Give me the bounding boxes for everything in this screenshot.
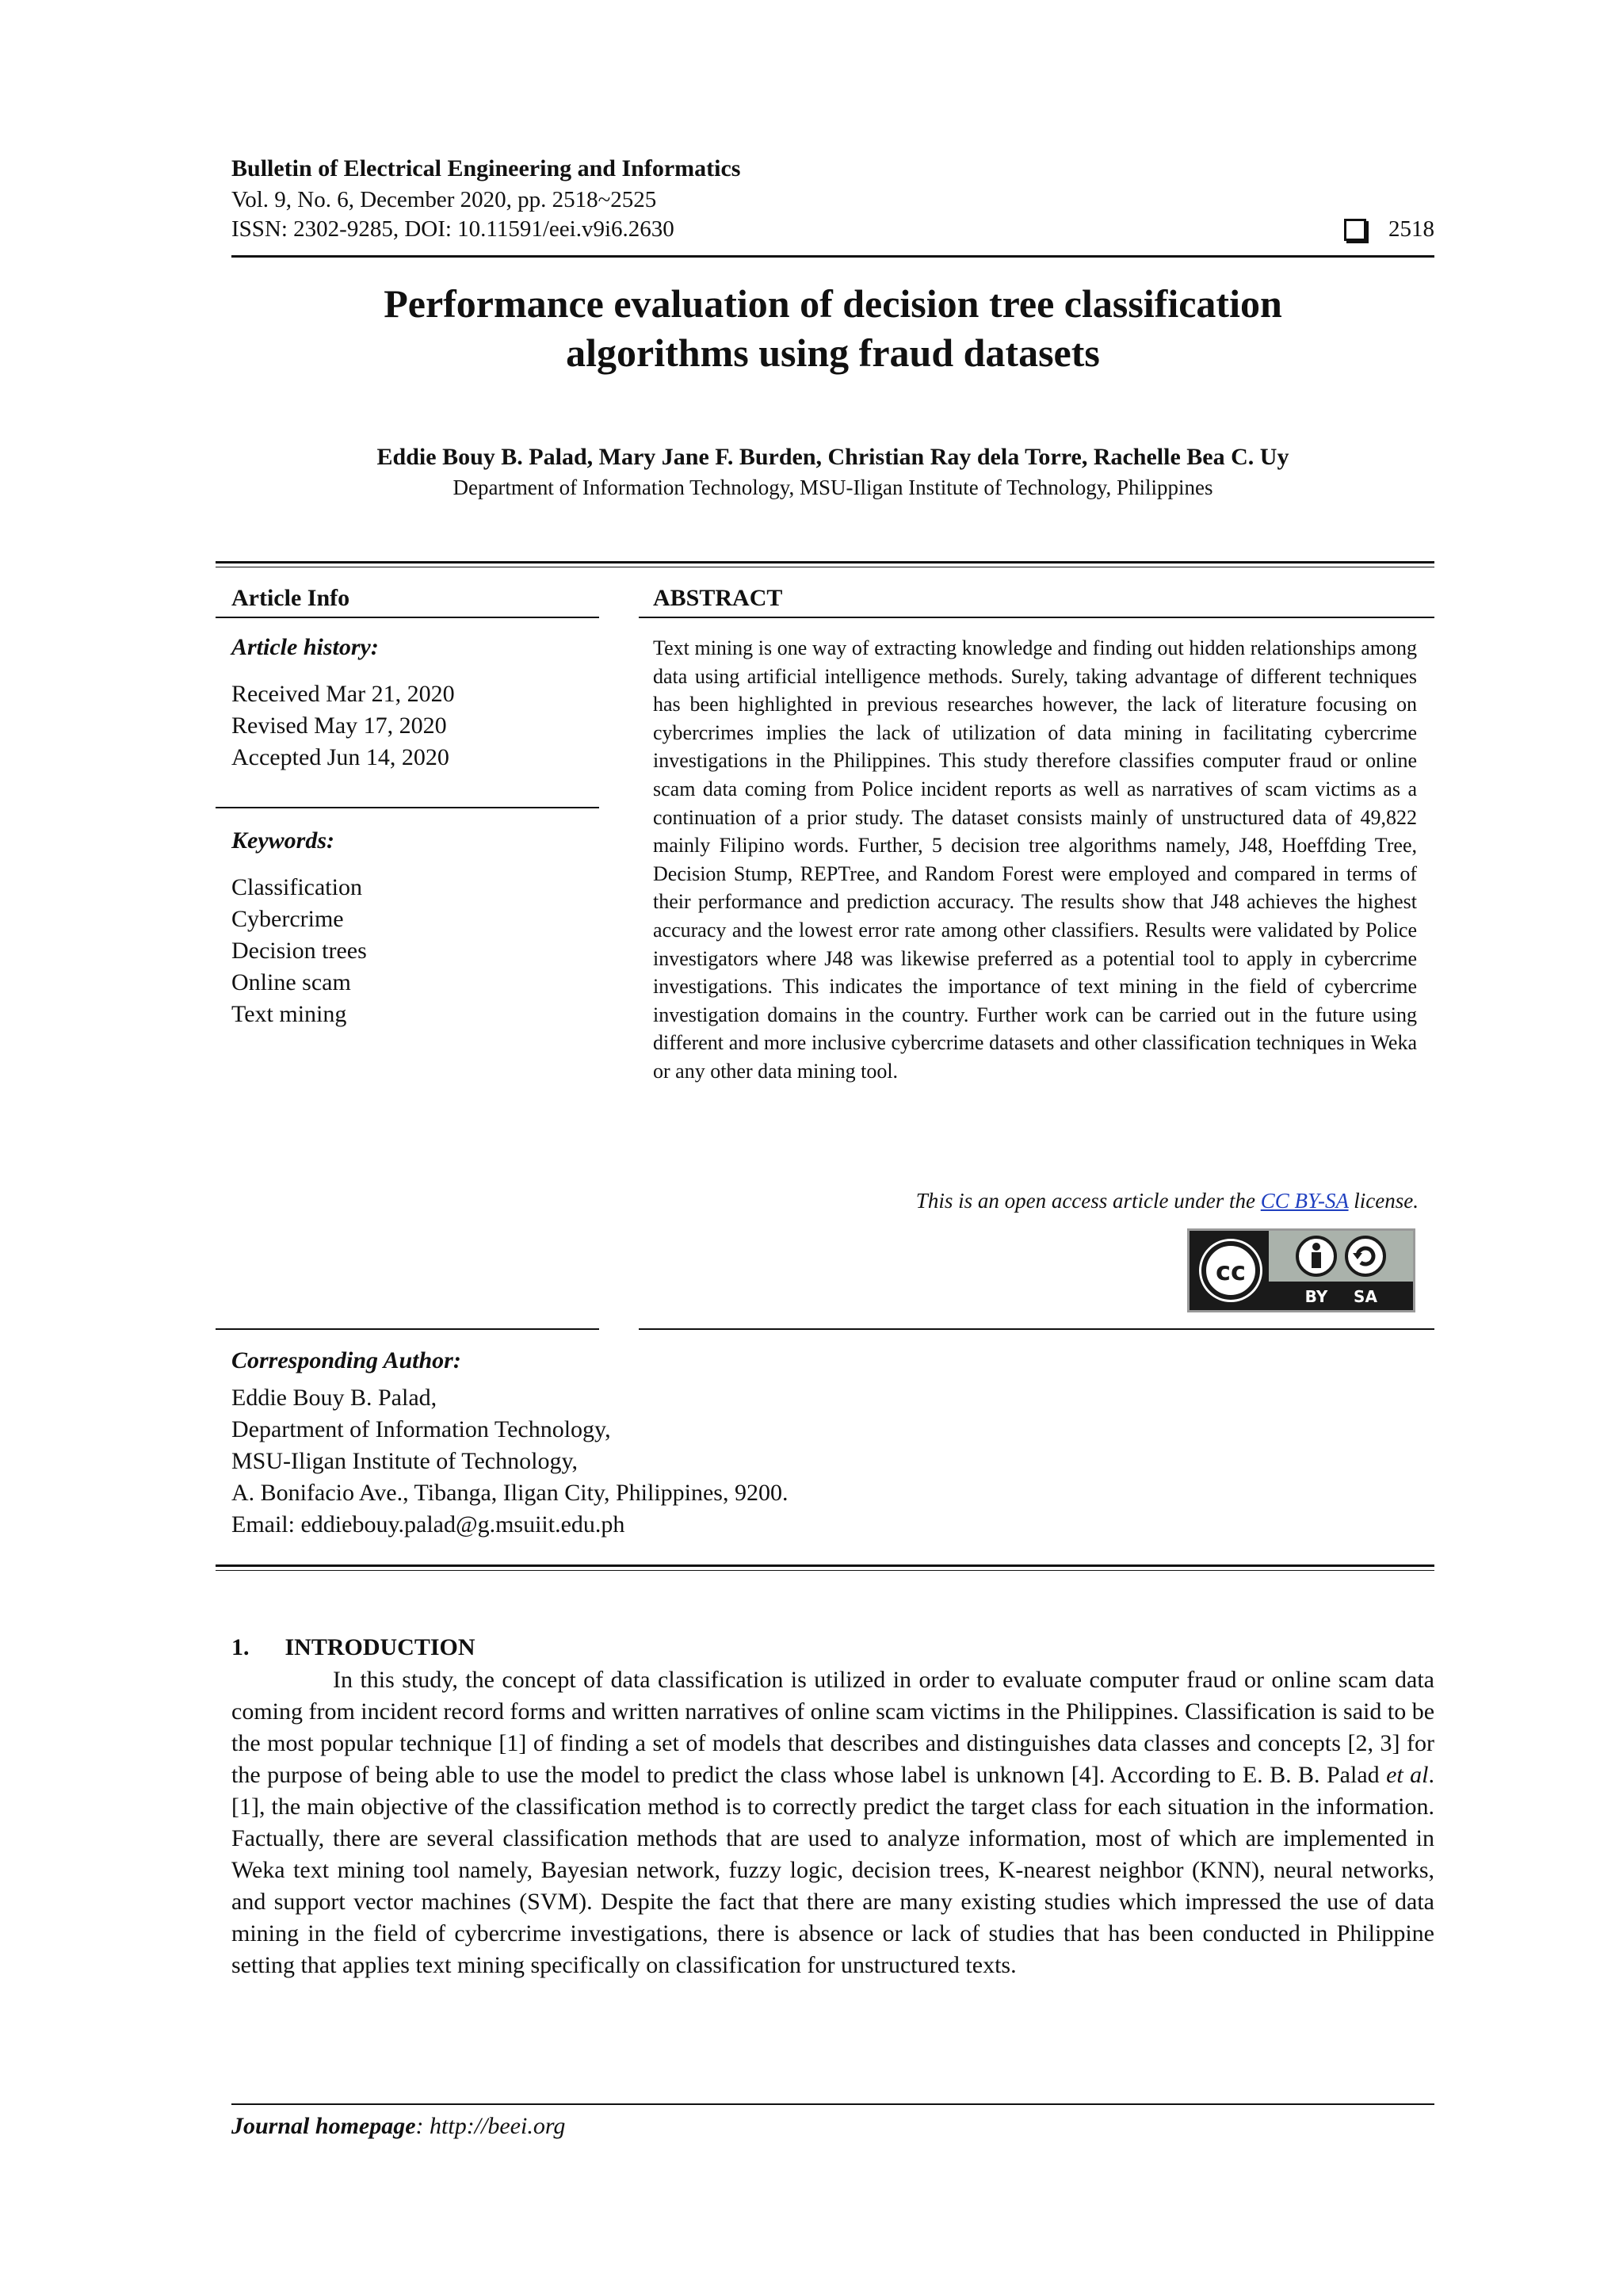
info-frame-bottom-rule: [216, 1564, 1434, 1571]
journal-name: Bulletin of Electrical Engineering and Informatics: [231, 155, 741, 181]
history-item: Received Mar 21, 2020: [231, 681, 455, 707]
history-item: Accepted Jun 14, 2020: [231, 744, 449, 770]
by-label: BY: [1304, 1287, 1328, 1306]
keyword-item: Cybercrime: [231, 906, 344, 932]
divider: [639, 1328, 1434, 1330]
license-prefix: This is an open access article under the: [915, 1189, 1261, 1213]
journal-homepage: [231, 2113, 565, 2140]
keyword-item: Text mining: [231, 1001, 347, 1027]
title-line: Performance evaluation of decision tree classification: [384, 281, 1282, 326]
homepage-url: : http://beei.org: [415, 2113, 566, 2139]
keyword-item: Classification: [231, 874, 362, 900]
cc-label: cc: [1216, 1256, 1246, 1286]
authors: Eddie Bouy B. Palad, Mary Jane F. Burden, Christian Ray dela Torre, Rachelle Bea C. Uy: [376, 444, 1289, 470]
corresponding-line: Eddie Bouy B. Palad,: [231, 1385, 437, 1411]
corresponding-line: A. Bonifacio Ave., Tibanga, Iligan City, Philippines, 9200.: [231, 1480, 789, 1506]
corresponding-email: Email: eddiebouy.palad@g.msuiit.edu.ph: [231, 1511, 625, 1538]
keywords-heading: Keywords:: [231, 827, 334, 854]
license-suffix: license.: [1348, 1189, 1419, 1213]
keyword-item: Online scam: [231, 969, 351, 995]
paper-title: [231, 279, 1434, 377]
divider: [216, 617, 599, 618]
header-rule: [231, 255, 1434, 258]
cc-badge-graphic: [1190, 1231, 1413, 1310]
title-line: algorithms using fraud datasets: [566, 330, 1100, 375]
corresponding-heading: Corresponding Author:: [231, 1347, 461, 1373]
history-list: [231, 678, 596, 774]
volume-line: Vol. 9, No. 6, December 2020, pp. 2518~2525: [231, 187, 657, 212]
intro-text: . [1], the main objective of the classification method is to correctly predict the target class for each situation in the information. Factually, there are several classification methods that are used to analyze information, most of which are implemented in Weka text mining tool namely, Bayesian network, fuzzy logic, decision trees, K-nearest neighbor (KNN), neural networks, and support vector machines (SVM). Despite the fact that there are many existing studies which impressed the use of data mining in the field of cybercrime investigations, there is absence or lack of studies that has been conducted in Philippine setting that applies text mining specifically on classification for unstructured texts.: [231, 1762, 1434, 1978]
keywords-list: [231, 872, 596, 1030]
abstract-heading: ABSTRACT: [653, 585, 783, 611]
page-number: 2518: [1388, 216, 1434, 242]
keyword-item: Decision trees: [231, 938, 367, 964]
square-bullet-icon: [1344, 219, 1366, 241]
corresponding-line: MSU-Iligan Institute of Technology,: [231, 1448, 579, 1474]
intro-italic: et al: [1386, 1762, 1429, 1788]
license-note: [916, 1189, 1419, 1213]
license-link[interactable]: CC BY-SA: [1260, 1189, 1349, 1213]
intro-paragraph: [231, 1664, 1434, 1981]
affiliation: Department of Information Technology, MSU-Iligan Institute of Technology, Philippines: [453, 476, 1213, 499]
sa-label: SA: [1354, 1287, 1377, 1306]
page-marker: [1344, 216, 1434, 243]
homepage-label: Journal homepage: [231, 2113, 416, 2139]
divider: [216, 807, 599, 808]
divider: [639, 617, 1434, 618]
cc-by-sa-badge[interactable]: [1187, 1228, 1415, 1312]
divider: [216, 1328, 599, 1330]
history-heading: Article history:: [231, 634, 379, 660]
intro-text: In this study, the concept of data classification is utilized in order to evaluate computer fraud or online scam data coming from incident record forms and written narratives of online scam victims in the Philippines. Classification is said to be the most popular technique [1] of finding a set of models that describes and distinguishes data classes and concepts [2, 3] for the purpose of being able to use the model to predict the class whose label is unknown [4]. According to E. B. B. Palad: [231, 1667, 1435, 1788]
footer-rule: [231, 2103, 1434, 2105]
corresponding-line: Department of Information Technology,: [231, 1416, 611, 1442]
corresponding-details: [231, 1382, 788, 1541]
info-frame-top-rule: [216, 561, 1434, 567]
abstract-text: Text mining is one way of extracting knowledge and finding out hidden relationships among data using artificial intelligence methods. Surely, taking advantage of different techniques has been highlighted in previous researches however, the lack of literature focusing on cybercrimes implies the lack of utilization of data mining in facilitating cybercrime investigations in the Philippines. This study therefore classifies computer fraud or online scam data coming from Police incident reports as well as narratives of scam victims as a continuation of a prior study. The dataset consists mainly of unstructured data of 49,822 mainly Filipino words. Further, 5 decision tree algorithms namely, J48, Hoeffding Tree, Decision Stump, REPTree, and Random Forest were employed and compared in terms of their performance and prediction accuracy. The results show that J48 achieves the highest accuracy and the lowest error rate among other classifiers. Results were validated by Police investigators where J48 was likewise preferred as a potential tool to apply in cybercrime investigations. This indicates the importance of text mining in the field of cybercrime investigation domains in the country. Further work can be carried out in the future using different and more inclusive cybercrime datasets and other classification techniques in Weka or any other data mining tool.: [653, 636, 1417, 1083]
by-icon: [1297, 1237, 1335, 1275]
article-info-heading: Article Info: [231, 585, 350, 611]
issn-line: ISSN: 2302-9285, DOI: 10.11591/eei.v9i6.2630: [231, 216, 674, 242]
section-heading: 1. INTRODUCTION: [231, 1634, 475, 1660]
sa-icon: [1346, 1237, 1384, 1275]
history-item: Revised May 17, 2020: [231, 712, 447, 739]
